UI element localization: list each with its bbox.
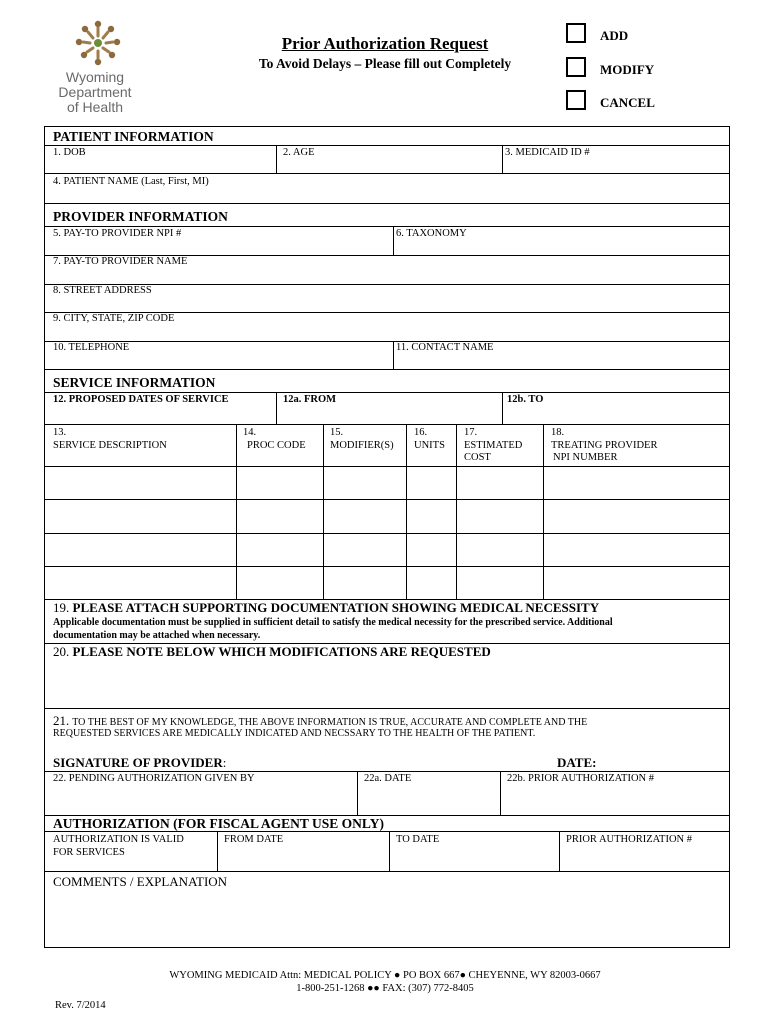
col-modifiers-num: 15. <box>330 427 344 438</box>
logo <box>50 18 140 118</box>
telephone-field[interactable]: 10. TELEPHONE <box>53 342 130 353</box>
proposed-dates-label: 12. PROPOSED DATES OF SERVICE <box>53 394 229 405</box>
date-22a-field[interactable]: 22a. DATE <box>364 773 412 784</box>
modify-label: MODIFY <box>600 62 655 77</box>
provider-name-field[interactable]: 7. PAY-TO PROVIDER NAME <box>53 256 188 267</box>
col-units-num: 16. <box>414 427 428 438</box>
provider-heading: PROVIDER INFORMATION <box>53 209 228 224</box>
from-date-field[interactable]: 12a. FROM <box>283 394 337 405</box>
table-row[interactable] <box>45 534 729 565</box>
patient-name-field[interactable]: 4. PATIENT NAME (Last, First, MI) <box>53 176 209 187</box>
service-heading: SERVICE INFORMATION <box>53 375 216 390</box>
add-label: ADD <box>600 28 629 43</box>
table-row[interactable] <box>45 567 729 598</box>
revision-label: Rev. 7/2014 <box>55 1000 106 1011</box>
city-state-zip-field[interactable]: 9. CITY, STATE, ZIP CODE <box>53 313 175 324</box>
col-treating-npi-1: TREATING PROVIDER <box>551 440 658 451</box>
signature-colon: : <box>222 755 227 770</box>
taxonomy-field[interactable]: 6. TAXONOMY <box>396 228 467 239</box>
page-subtitle: To Avoid Delays – Please fill out Completely <box>258 56 512 71</box>
authorization-valid-1: AUTHORIZATION IS VALID <box>53 834 184 845</box>
table-row[interactable] <box>45 467 729 498</box>
footer-address: WYOMING MEDICAID Attn: MEDICAL POLICY ● PO BOX 667● CHEYENNE, WY 82003-0667 <box>169 970 601 981</box>
logo-emblem-icon <box>68 18 128 70</box>
logo-line-1: Wyoming <box>65 69 125 85</box>
sec21-number: 21. <box>53 713 70 728</box>
signature-date-label: DATE: <box>557 755 597 770</box>
to-date-field[interactable]: 12b. TO <box>507 394 544 405</box>
contact-name-field[interactable]: 11. CONTACT NAME <box>396 342 494 353</box>
auth-from-date-field[interactable]: FROM DATE <box>224 834 284 845</box>
sec19-title: PLEASE ATTACH SUPPORTING DOCUMENTATION SHOWING MEDICAL NECESSITY <box>72 600 600 615</box>
patient-heading: PATIENT INFORMATION <box>53 129 214 144</box>
add-checkbox[interactable] <box>566 23 586 43</box>
age-field[interactable]: 2. AGE <box>283 147 315 158</box>
modifications-input[interactable] <box>45 662 729 707</box>
medicaid-id-field[interactable]: 3. MEDICAID ID # <box>505 147 590 158</box>
signature-label: SIGNATURE OF PROVIDER <box>53 755 223 770</box>
signature-input[interactable] <box>240 752 540 770</box>
auth-prior-number-field[interactable]: PRIOR AUTHORIZATION # <box>566 834 692 845</box>
col-treating-npi-num: 18. <box>551 427 565 438</box>
authorization-valid-2: FOR SERVICES <box>53 847 125 858</box>
comments-label: COMMENTS / EXPLANATION <box>53 874 228 889</box>
footer-phone: 1-800-251-1268 ●● FAX: (307) 772-8405 <box>296 983 474 994</box>
col-proc-code-num: 14. <box>243 427 257 438</box>
dob-field[interactable]: 1. DOB <box>53 147 86 158</box>
authorization-heading: AUTHORIZATION (FOR FISCAL AGENT USE ONLY) <box>53 816 384 831</box>
col-proc-code: PROC CODE <box>247 440 306 451</box>
street-address-field[interactable]: 8. STREET ADDRESS <box>53 285 152 296</box>
col-units: UNITS <box>414 440 445 451</box>
provider-npi-field[interactable]: 5. PAY-TO PROVIDER NPI # <box>53 228 182 239</box>
sec21-line-2: REQUESTED SERVICES ARE MEDICALLY INDICATED AND NECSSARY TO THE HEALTH OF THE PATIENT. <box>53 728 536 739</box>
col-estimated-cost-1: ESTIMATED <box>464 440 523 451</box>
auth-to-date-field[interactable]: TO DATE <box>396 834 440 845</box>
col-estimated-cost-2: COST <box>464 452 491 463</box>
modify-checkbox[interactable] <box>566 57 586 77</box>
table-row[interactable] <box>45 500 729 532</box>
sec20-number: 20. <box>53 644 70 659</box>
sec19-text-1: Applicable documentation must be supplied in sufficient detail to satisfy the medical necessity for the prescribed service. Additional <box>53 617 613 628</box>
col-service-description: SERVICE DESCRIPTION <box>53 440 167 451</box>
cancel-checkbox[interactable] <box>566 90 586 110</box>
col-service-description-num: 13. <box>53 427 67 438</box>
col-modifiers: MODIFIER(S) <box>330 440 394 451</box>
cancel-label: CANCEL <box>600 95 655 110</box>
sec19-number: 19. <box>53 600 70 615</box>
page-title: Prior Authorization Request <box>281 34 489 53</box>
sec21-line-1: TO THE BEST OF MY KNOWLEDGE, THE ABOVE INFORMATION IS TRUE, ACCURATE AND COMPLETE AND THE <box>72 717 588 728</box>
sec20-title: PLEASE NOTE BELOW WHICH MODIFICATIONS ARE REQUESTED <box>72 644 491 659</box>
pending-authorization-field[interactable]: 22. PENDING AUTHORIZATION GIVEN BY <box>53 773 255 784</box>
logo-line-3: of Health <box>66 99 124 115</box>
col-treating-npi-2: NPI NUMBER <box>553 452 618 463</box>
col-estimated-cost-num: 17. <box>464 427 478 438</box>
logo-line-2: Department <box>58 84 132 100</box>
comments-input[interactable] <box>45 892 729 946</box>
prior-auth-22b-field[interactable]: 22b. PRIOR AUTHORIZATION # <box>507 773 654 784</box>
sec19-text-2: documentation may be attached when necessary. <box>53 630 261 641</box>
